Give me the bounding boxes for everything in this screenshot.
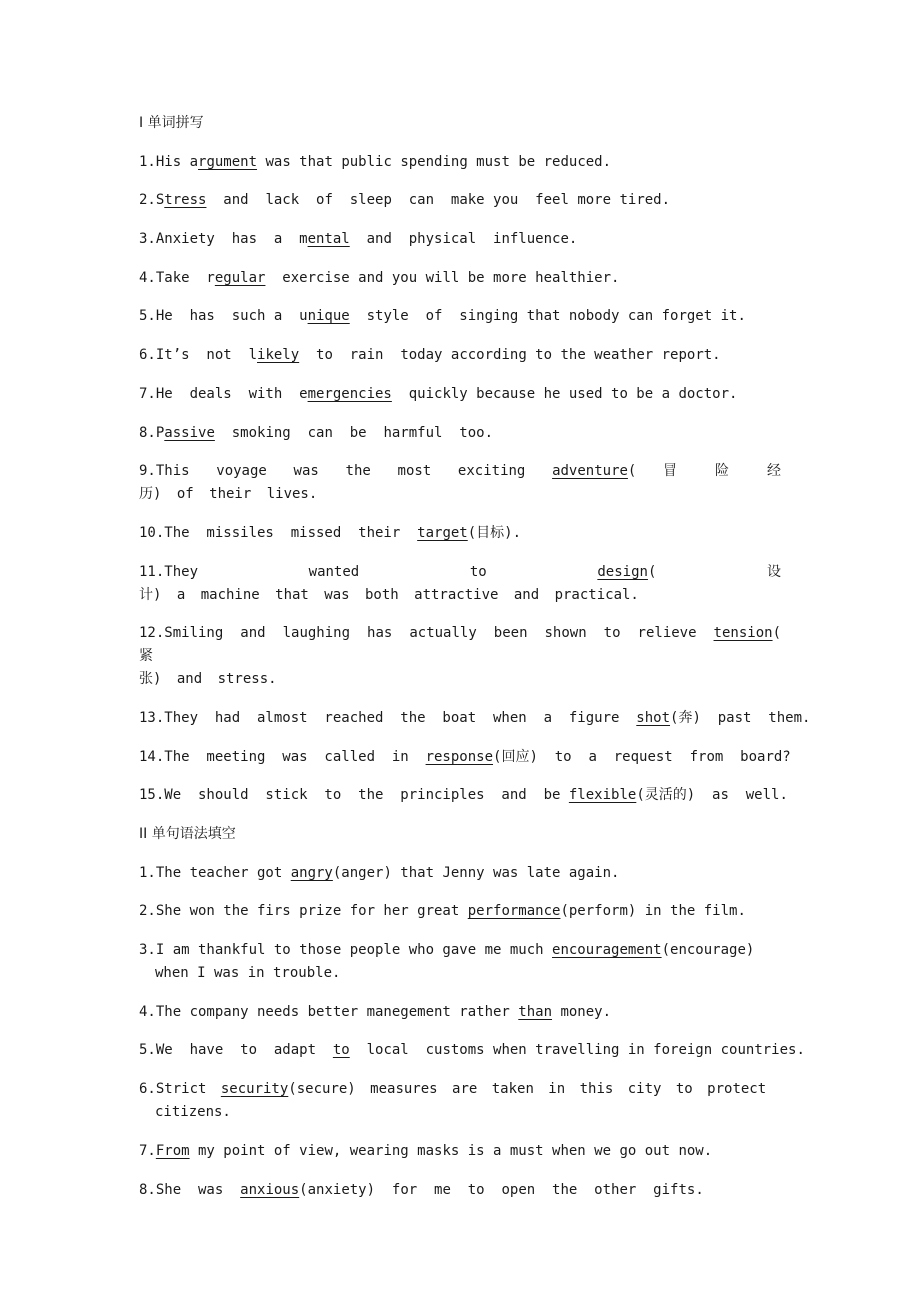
item-text: 12.Smiling and laughing has actually been shown to relieve xyxy=(139,625,714,642)
item-text: (目标). xyxy=(467,524,522,541)
answer: nique xyxy=(307,308,350,325)
answer: rgument xyxy=(198,153,258,170)
item-text: 3.Anxiety has a m xyxy=(139,231,308,248)
item-text: 6.It’s not l xyxy=(139,347,258,364)
answer: From xyxy=(155,1142,190,1159)
item-text: to rain today according to the weather report. xyxy=(299,347,721,364)
item-text: 7.He deals with e xyxy=(139,385,308,402)
answer: ental xyxy=(307,231,350,248)
exercise-item xyxy=(139,1001,781,1024)
item-text: (secure) measures are taken in this city to protect citizens. xyxy=(155,1081,767,1121)
item-text: 8.She was xyxy=(139,1181,241,1198)
item-text: 5.We have to adapt xyxy=(139,1042,333,1059)
answer: angry xyxy=(290,864,333,881)
item-text: (回应) to a request from board? xyxy=(493,748,791,765)
worksheet xyxy=(139,112,811,1217)
answer: anxious xyxy=(240,1181,300,1198)
answer: than xyxy=(518,1003,553,1020)
exercise-item xyxy=(139,1078,781,1124)
item-text: (anxiety) for me to open the other gifts. xyxy=(299,1181,704,1198)
exercise-item xyxy=(139,189,781,212)
item-text: (encourage) when I was in trouble. xyxy=(155,942,755,982)
item-text: 1.The teacher got xyxy=(139,864,291,881)
answer: response xyxy=(425,748,494,765)
exercise-item xyxy=(139,900,781,923)
item-text: 5.He has such a u xyxy=(139,308,308,325)
exercise-item xyxy=(139,422,781,445)
item-text: 14.The meeting was called in xyxy=(139,748,426,765)
answer: performance xyxy=(467,903,561,920)
answer: assive xyxy=(164,424,215,441)
exercise-item xyxy=(139,1140,781,1163)
exercise-item xyxy=(139,267,781,290)
exercise-item xyxy=(139,862,781,885)
exercise-item xyxy=(139,344,781,367)
item-text: 3.I am thankful to those people who gave me much xyxy=(139,942,553,959)
answer: to xyxy=(332,1042,350,1059)
answer: shot xyxy=(636,709,671,726)
answer: egular xyxy=(214,269,266,286)
exercise-item xyxy=(139,1039,805,1062)
item-text: my point of view, wearing masks is a must when we go out now. xyxy=(189,1142,713,1159)
item-text: (奔) past them. xyxy=(670,709,811,726)
exercise-item xyxy=(139,383,781,406)
item-text: exercise and you will be more healthier. xyxy=(265,269,620,286)
exercise-item xyxy=(139,460,781,506)
section-title: I 单词拼写 xyxy=(139,115,204,131)
item-text: 15.We should stick to the principles and be xyxy=(139,787,569,804)
item-text: smoking can be harmful too. xyxy=(214,424,494,441)
answer: encouragement xyxy=(552,942,662,959)
item-text: 2.S xyxy=(139,192,165,209)
answer: flexible xyxy=(568,787,637,804)
answer: adventure xyxy=(552,463,628,480)
item-text: 计) a machine that was both attractive and practical. xyxy=(139,586,639,603)
item-text: (anger) that Jenny was late again. xyxy=(332,864,620,881)
item-text: ( 冒 险 经 xyxy=(627,463,781,480)
item-text: style of singing that nobody can forget it. xyxy=(349,308,746,325)
exercise-item xyxy=(139,707,811,730)
item-text: 历) of their lives. xyxy=(139,486,318,503)
item-text: 11.They wanted to xyxy=(139,563,598,580)
item-text: and lack of sleep can make you feel more tired. xyxy=(206,192,671,209)
item-text: local customs when travelling in foreign countries. xyxy=(349,1042,805,1059)
exercise-item xyxy=(139,305,781,328)
item-text: was that public spending must be reduced. xyxy=(257,153,612,170)
answer: target xyxy=(417,524,468,541)
item-text: quickly because he used to be a doctor. xyxy=(391,385,738,402)
answer: ikely xyxy=(257,347,300,364)
exercise-item xyxy=(139,784,788,807)
exercise-item xyxy=(139,746,791,769)
item-text: 10.The missiles missed their xyxy=(139,524,418,541)
answer: design xyxy=(597,563,648,580)
exercise-item xyxy=(139,151,781,174)
exercise-item xyxy=(139,622,781,691)
item-text: 4.The company needs better manegement rather xyxy=(139,1003,519,1020)
item-text: ( 紧 xyxy=(139,625,781,665)
item-text: (灵活的) as well. xyxy=(636,787,788,804)
exercise-item xyxy=(139,522,781,545)
item-text: ( 设 xyxy=(647,563,782,580)
item-text: and physical influence. xyxy=(349,231,578,248)
item-text: 13.They had almost reached the boat when a figure xyxy=(139,709,637,726)
exercise-item xyxy=(139,939,781,985)
answer: tension xyxy=(713,625,773,642)
section-title: II 单句语法填空 xyxy=(139,826,236,842)
item-text: 张) and stress. xyxy=(139,671,277,688)
exercise-item xyxy=(139,228,781,251)
item-text: 6.Strict xyxy=(139,1081,221,1098)
item-text: 1.His a xyxy=(139,153,199,170)
answer: security xyxy=(220,1081,289,1098)
exercise-item xyxy=(139,1179,781,1202)
item-text: 2.She won the firs prize for her great xyxy=(139,903,468,920)
item-text: money. xyxy=(552,1003,612,1020)
item-text: 8.P xyxy=(139,424,165,441)
item-text: 7. xyxy=(139,1142,156,1159)
item-text: 4.Take r xyxy=(139,269,215,286)
item-text: 9.This voyage was the most exciting xyxy=(139,463,553,480)
item-text: (perform) in the film. xyxy=(560,903,746,920)
answer: mergencies xyxy=(307,385,392,402)
answer: tress xyxy=(164,192,207,209)
exercise-item xyxy=(139,561,781,607)
